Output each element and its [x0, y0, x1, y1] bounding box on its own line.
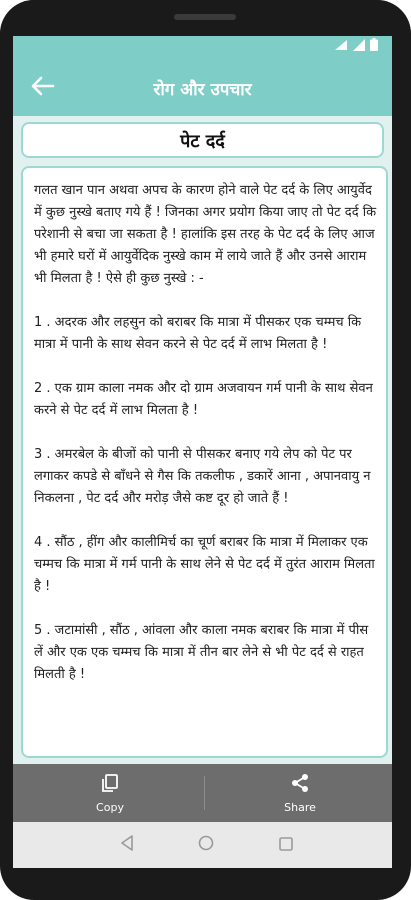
nav-home-icon: [198, 835, 214, 855]
article-heading: पेट दर्द: [180, 131, 225, 152]
nav-back-button[interactable]: [116, 834, 138, 856]
speaker-grille: [174, 14, 236, 20]
paragraph-1: 1 . अदरक और लहसुन को बराबर कि मात्रा में पीसकर एक चम्मच कि मात्रा में पानी के साथ सेवन करने से पेट दर्द में लाभ मिलता है !: [34, 315, 366, 352]
paragraph-3: 3 . अमरबेल के बीजों को पानी से पीसकर बनाए गये लेप को पेट पर लगाकर कपडे से बाँधने से गैस कि तकलीफ , डकारें आना , अपानवायु न निकलना , पेट दर्द और मरोड़ जैसे कष्ट दूर हो जाते हैं !: [34, 447, 375, 506]
system-nav-bar: [13, 822, 392, 868]
share-label: Share: [284, 800, 316, 814]
action-divider: [204, 776, 205, 810]
paragraph-2: 2 . एक ग्राम काला नमक और दो ग्राम अजवायन गर्म पानी के साथ सेवन करने से पेट दर्द में लाभ मिलता है !: [34, 381, 377, 418]
paragraph-intro: गलत खान पान अथवा अपच के कारण होने वाले पेट दर्द के लिए आयुर्वेद में कुछ नुस्खे बताए गये हैं ! जिनका अगर प्रयोग किया जाए तो पेट दर्द कि परेशानी से बचा जा सकता है ! हालांकि इस तरह के पेट दर्द के लिए आज भी हमारे घरों में आयुर्वेदिक नुस्खे काम में लाये जाते हैं और उनसे आराम भी मिलता है ! ऐसे ही कुछ नुस्खे : -: [34, 183, 381, 286]
heading-card: [21, 122, 384, 158]
battery-icon: [370, 36, 378, 55]
nav-recents-button[interactable]: [275, 834, 297, 856]
paragraph-4: 4 . सौंठ , हींग और कालीमिर्च का चूर्ण बराबर कि मात्रा में मिलाकर एक चम्मच कि मात्रा में गर्म पानी के साथ लेने से पेट दर्द में तुरंत आराम मिलता है !: [34, 535, 379, 594]
nav-back-icon: [120, 835, 134, 855]
article-text: [34, 180, 381, 686]
paragraph-5: 5 . जटामांसी , सौंठ , आंवला और काला नमक बराबर कि मात्रा में पीस लें और एक एक चम्मच कि मात्रा में तीन बार लेने से भी पेट दर्द से राहत मिलती है !: [34, 623, 373, 682]
article-card[interactable]: [21, 166, 388, 758]
device-bezel: [0, 0, 411, 38]
wifi-icon: [334, 36, 348, 55]
share-icon: [290, 773, 310, 797]
copy-label: Copy: [96, 800, 124, 814]
status-bar: [13, 36, 392, 60]
copy-button[interactable]: [25, 764, 195, 822]
app-bar: [13, 60, 392, 116]
screen: [13, 36, 392, 868]
nav-home-button[interactable]: [195, 834, 217, 856]
status-icons: [334, 41, 378, 55]
copy-icon: [100, 773, 120, 797]
signal-icon: [353, 36, 365, 55]
share-button[interactable]: [215, 764, 385, 822]
bottom-action-bar: [13, 764, 392, 822]
nav-recents-icon: [279, 836, 293, 855]
app-title: रोग और उपचार: [153, 80, 252, 100]
